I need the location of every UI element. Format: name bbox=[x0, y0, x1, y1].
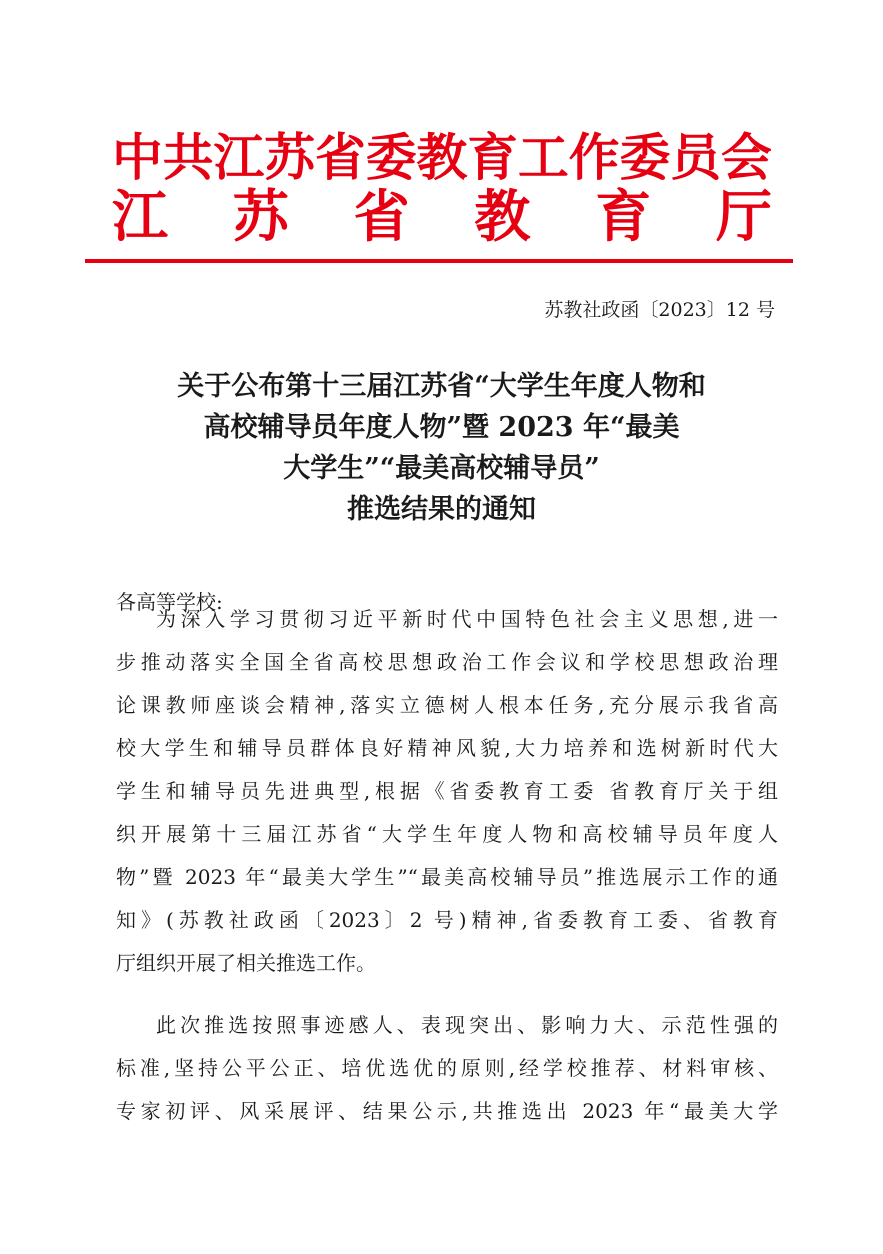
paragraph-line: 专家初评、风采展评、结果公示,共推选出 2023 年“最美大学 bbox=[116, 1099, 778, 1123]
issuer-char: 江 bbox=[112, 185, 168, 250]
title-line: 推选结果的通知 bbox=[347, 494, 536, 525]
document-number: 苏教社政函〔2023〕12 号 bbox=[544, 299, 775, 321]
paragraph-line: 厅组织开展了相关推选工作。 bbox=[116, 951, 376, 975]
paragraph-2 bbox=[116, 1004, 778, 1133]
paragraph-1 bbox=[116, 598, 778, 985]
issuer-char: 育 bbox=[595, 185, 652, 250]
title-line: 高校辅导员年度人物”暨 2023 年“最美 bbox=[203, 412, 680, 443]
paragraph-line: 此次推选按照事迹感人、表现突出、影响力大、示范性强的 bbox=[156, 1013, 778, 1037]
salutation: 各高等学校: bbox=[116, 590, 223, 614]
issuer-char: 厅 bbox=[715, 185, 772, 250]
paragraph-line: 校大学生和辅导员群体良好精神风貌,大力培养和选树新时代大 bbox=[116, 736, 778, 760]
paragraph-line: 论课教师座谈会精神,落实立德树人根本任务,充分展示我省高 bbox=[116, 693, 778, 717]
paragraph-line: 为深入学习贯彻习近平新时代中国特色社会主义思想,进一 bbox=[156, 607, 778, 631]
issuer-line-2 bbox=[112, 185, 772, 250]
issuer-char: 省 bbox=[353, 185, 410, 250]
paragraph-line: 步推动落实全国全省高校思想政治工作会议和学校思想政治理 bbox=[116, 650, 778, 674]
paragraph-line: 学生和辅导员先进典型,根据《省委教育工委 省教育厅关于组 bbox=[116, 779, 778, 803]
issuer-line-1: 中共江苏省委教育工作委员会 bbox=[112, 128, 772, 187]
issuer-char: 教 bbox=[474, 185, 531, 250]
red-divider bbox=[85, 259, 793, 263]
paragraph-line: 标准,坚持公平公正、培优选优的原则,经学校推荐、材料审核、 bbox=[116, 1056, 778, 1080]
paragraph-line: 织开展第十三届江苏省“大学生年度人物和高校辅导员年度人 bbox=[116, 822, 778, 846]
paragraph-line: 知》(苏教社政函〔2023〕2 号)精神,省委教育工委、省教育 bbox=[116, 908, 778, 932]
issuer-char: 苏 bbox=[232, 185, 289, 250]
title-line: 关于公布第十三届江苏省“大学生年度人物和 bbox=[177, 371, 706, 402]
paragraph-line: 物”暨 2023 年“最美大学生”“最美高校辅导员”推选展示工作的通 bbox=[116, 865, 778, 889]
document-title bbox=[80, 366, 803, 530]
title-line: 大学生”“最美高校辅导员” bbox=[283, 453, 600, 484]
